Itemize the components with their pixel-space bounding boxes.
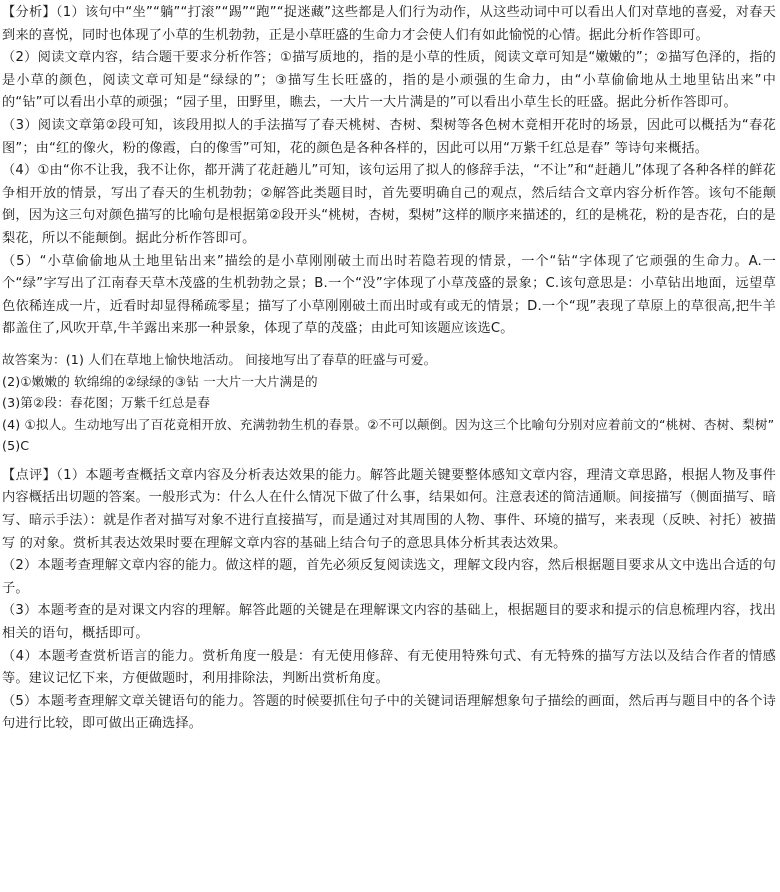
analysis-paragraph-4: （4）①由“你不让我，我不让你，都开满了花赶趟儿”可知，该句运用了拟人的修辞手法，“不让”和“赶趟儿”体现了各种各样的鲜花争相开放的情景，写出了春天的生机勃勃；②解答此类题目时，首先要明确自己的观点，然后结合文章内容分析作答。该句不能颠倒，因为这三句对颜色描写的比喻句是根据第②段开头“桃树，杏树，梨树”这样的顺序来描述的，红的是桃花，粉的是杏花，白的是梨花，所以不能颠倒。据此分析作答即可。: [2, 163, 776, 246]
review-section: [2, 465, 776, 736]
analysis-paragraph-1: 【分析】（1）该句中“坐”“躺”“打滚”“踢”“跑”“捉迷藏”这些都是人们行为动作，从这些动词中可以看出人们对草地的喜爱，对春天到来的喜悦，同时也体现了小草的生机勃勃，正是小草旺盛的生命力才会使人们有如此愉悦的心情。据此分析作答即可。: [2, 5, 776, 43]
analysis-paragraph-3: （3）阅读文章第②段可知，该段用拟人的手法描写了春天桃树、杏树、梨树等各色树木竟相开花时的场景，因此可以概括为“春花图”；由“红的像火，粉的像霞，白的像雪”可知，花的颜色是各种各样的，因此可以用“万紫千红总是春” 等诗句来概括。: [2, 117, 776, 156]
review-paragraph-4: （4）本题考查赏析语言的能力。赏析角度一般是：有无使用修辞、有无使用特殊句式、有无特殊的描写方法以及结合作者的情感等。建议记忆下来，方便做题时，利用排除法，判断出赏析角度。: [2, 648, 776, 687]
review-paragraph-3: （3）本题考查的是对课文内容的理解。解答此题的关键是在理解课文内容的基础上，根据题目的要求和提示的信息梳理内容，找出相关的语句，概括即可。: [2, 603, 776, 642]
spacer: [2, 457, 776, 465]
analysis-section: [2, 2, 776, 341]
answer-line-3: (3)第②段：春花图；万紫千红总是春: [2, 395, 211, 411]
review-paragraph-5: （5）本题考查理解文章关键语句的能力。答题的时候要抓住句子中的关键词语理解想象句子描绘的画面，然后再与题目中的各个诗句进行比较，即可做出正确选择。: [2, 693, 776, 732]
spacer: [2, 341, 776, 349]
review-paragraph-1: 【点评】（1）本题考查概括文章内容及分析表达效果的能力。解答此题关键要整体感知文章内容，理清文章思路，根据人物及事件内容概括出切题的答案。一般形式为：什么人在什么情况下做了什么事，结果如何。注意表述的简洁通顺。间接描写（侧面描写、暗写、暗示手法）：就是作者对描写对象不进行直接描写，而是通过对其周围的人物、事件、环境的描写，来表现（反映、衬托）被描写 的对象。赏析其表达效果时要在理解文章内容的基础上结合句子的意思具体分析其表达效果。: [2, 467, 776, 551]
answer-line-5: (5)C: [2, 438, 30, 454]
answer-line-2: (2)①嫩嫩的 软绵绵的②绿绿的③钻 一大片一大片满是的: [2, 373, 318, 389]
answer-line-1: 故答案为：(1) 人们在草地上愉快地活动。 间接地写出了春草的旺盛与可爱。: [2, 351, 437, 367]
answer-line-4: (4) ①拟人。生动地写出了百花竟相开放、充满勃勃生机的春景。②不可以颠倒。因为这三个比喻句分别对应着前文的“桃树、杏树、梨树”: [2, 416, 775, 432]
analysis-paragraph-2: （2）阅读文章内容，结合题干要求分析作答；①描写质地的，指的是小草的性质，阅读文章可知是“嫩嫩的”；②描写色泽的，指的是小草的颜色，阅读文章可知是“绿绿的”；③描写生长旺盛的，指的是小顽强的生命力，由“小草偷偷地从土地里钻出来”中的“钻”可以看出小草的顽强；“园子里，田野里，瞧去，一大片一大片满是的”可以看出小草生长的旺盛。据此分析作答即可。: [2, 50, 776, 111]
review-paragraph-2: （2）本题考查理解文章内容的能力。做这样的题，首先必须反复阅读选文，理解文段内容，然后根据题目要求从文中选出合适的句子。: [2, 558, 776, 596]
analysis-paragraph-5: （5）“小草偷偷地从土地里钻出来”描绘的是小草刚刚破土而出时若隐若现的情景，一个“钻“字体现了它顽强的生命力。A.一个“绿”字写出了江南春天草木茂盛的生机勃勃之景；B.一个“没”字体现了小草茂盛的景象；C.该句意思是：小草钻出地面，远望草色依稀连成一片，近看时却显得稀疏零星；描写了小草刚刚破土而出时或有或无的情景；D.一个“现”表现了草原上的草很高,把牛羊都盖住了,风吹开草,牛羊露出来那一种景象，体现了草的茂盛；由此可知该题应该选C。: [2, 253, 776, 337]
answer-section: [2, 349, 776, 457]
